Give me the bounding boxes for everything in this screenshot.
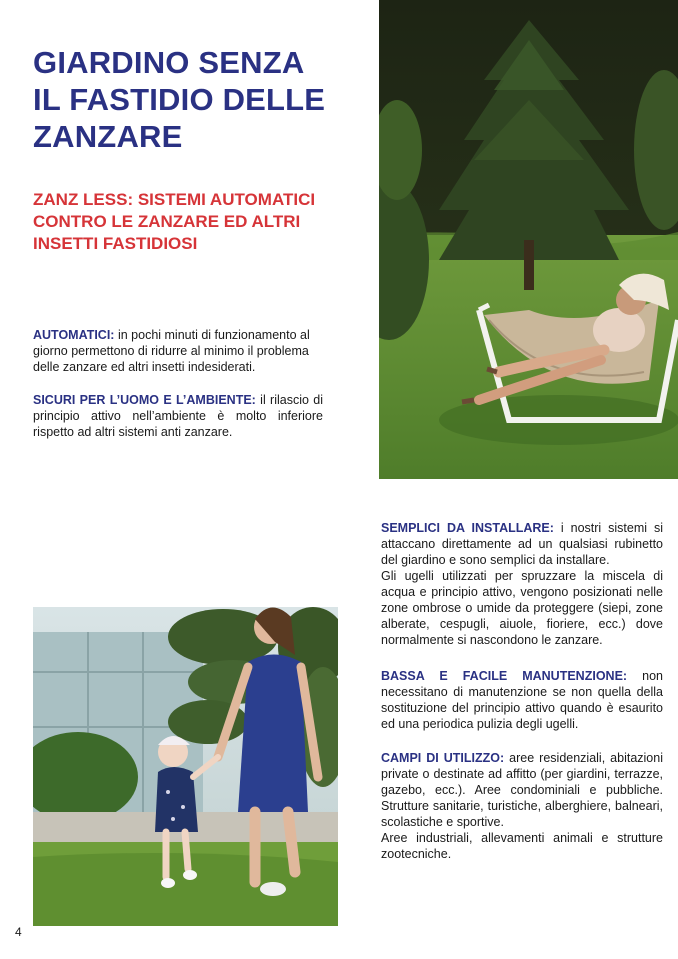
feature-manutenzione bbox=[381, 668, 663, 732]
feature-semplici bbox=[381, 520, 663, 648]
subtitle-line-1: ZANZ LESS: SISTEMI AUTOMATICI bbox=[33, 190, 316, 209]
title-line-3: ZANZARE bbox=[33, 119, 183, 154]
title-line-2: IL FASTIDIO DELLE bbox=[33, 82, 326, 117]
hammock-garden-photo bbox=[379, 0, 678, 479]
page-subtitle bbox=[33, 189, 341, 255]
page-number: 4 bbox=[15, 925, 22, 939]
feature-semplici-text-2: Gli ugelli utilizzati per spruzzare la miscela di acqua e principio attivo, vengono posizionati nelle zone ombrose o umide da proteggere (siepi, zone alberate, cespugli, aiuole, fioriere, ecc.) dove normalmente si nascondono le zanzare. bbox=[381, 569, 663, 647]
feature-semplici-text: i nostri sistemi si attaccano direttamente ad un qualsiasi rubinetto del giardino e sono semplici da installare. bbox=[381, 521, 664, 567]
feature-campi-text-2: Aree industriali, allevamenti animali e strutture zootecniche. bbox=[381, 831, 663, 861]
feature-manutenzione-text: non necessitano di manutenzione se non quella della sostituzione del principio attivo quando è esaurito ed una periodica pulizia degli ugelli. bbox=[381, 669, 663, 731]
feature-sicuri-lead: SICURI PER L’UOMO E L’AMBIENTE: bbox=[33, 393, 256, 407]
page-title bbox=[33, 44, 363, 155]
feature-campi-lead: CAMPI DI UTILIZZO: bbox=[381, 751, 505, 765]
feature-sicuri bbox=[33, 392, 323, 440]
feature-semplici-lead: SEMPLICI DA INSTALLARE: bbox=[381, 521, 554, 535]
feature-automatici bbox=[33, 327, 333, 375]
family-garden-photo bbox=[33, 607, 338, 926]
feature-campi-text: aree residenziali, abitazioni private o destinate ad affitto (per giardini, terrazze, gazebo, ecc.). Aree condominiali e pubbliche. Strutture sanitarie, turistiche, alberghiere, balneari, scolastiche e sportive. bbox=[381, 751, 663, 829]
feature-automatici-lead: AUTOMATICI: bbox=[33, 328, 115, 342]
title-line-1: GIARDINO SENZA bbox=[33, 45, 305, 80]
feature-campi bbox=[381, 750, 663, 862]
subtitle-line-2: CONTRO LE ZANZARE ED ALTRI bbox=[33, 212, 301, 231]
feature-sicuri-text: il rilascio di principio attivo nell’ambiente è molto inferiore rispetto ad altri sistemi anti zanzare. bbox=[33, 393, 323, 439]
feature-manutenzione-lead: BASSA E FACILE MANUTENZIONE: bbox=[381, 669, 628, 683]
feature-automatici-text: in pochi minuti di funzionamento al giorno permettono di ridurre al minimo il problema delle zanzare ed altri insetti indesiderati. bbox=[33, 328, 310, 374]
subtitle-line-3: INSETTI FASTIDIOSI bbox=[33, 234, 198, 253]
